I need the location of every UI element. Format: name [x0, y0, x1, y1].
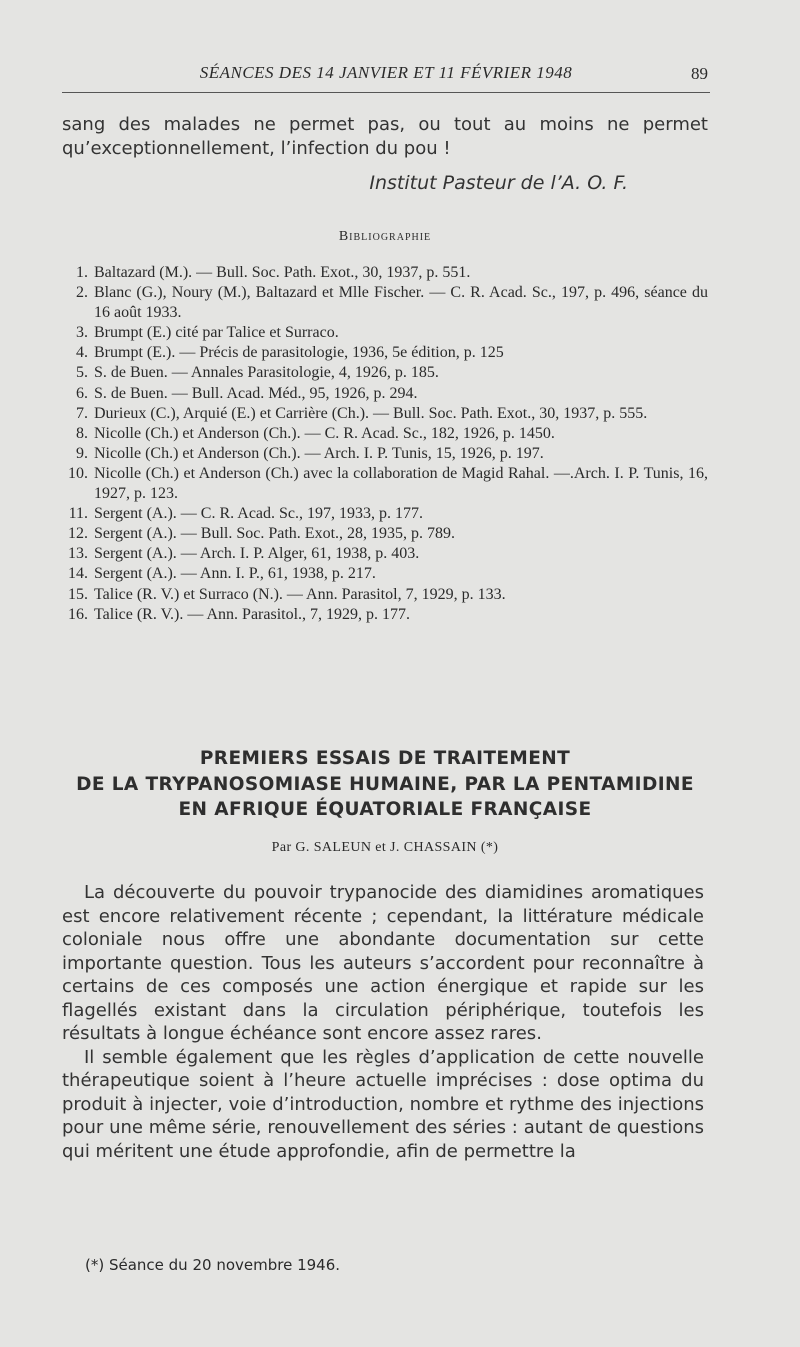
title-line: DE LA TRYPANOSOMIASE HUMAINE, PAR LA PENTAMIDINE: [76, 773, 694, 795]
bibliography-entry: [62, 404, 708, 424]
bibliography-entry: [62, 323, 708, 343]
entry-number: 7.: [76, 404, 88, 422]
entry-number: 14.: [68, 565, 88, 583]
entry-text: Sergent (A.). — Ann. I. P., 61, 1938, p. 217.: [94, 565, 376, 583]
entry-text: Durieux (C.), Arquié (E.) et Carrière (Ch.). — Bull. Soc. Path. Exot., 30, 1937, p. 555.: [94, 404, 648, 422]
entry-text: Sergent (A.). — Arch. I. P. Alger, 61, 1938, p. 403.: [94, 545, 420, 563]
bibliography-list: [62, 263, 708, 625]
body-paragraph: Il semble également que les règles d’application de cette nouvelle thérapeutique soient à l’heure actuelle imprécises : dose optima du produit à injecter, voie d’introduction, nombre et rythme des injections pour une même série, renouvellement des séries : autant de questions qui méritent une étude approfondie, afin de permettre la: [62, 1046, 704, 1162]
title-line: PREMIERS ESSAIS DE TRAITEMENT: [199, 748, 571, 769]
entry-text: Sergent (A.). — Bull. Soc. Path. Exot., 28, 1935, p. 789.: [94, 525, 456, 543]
entry-text: Brumpt (E.) cité par Talice et Surraco.: [94, 324, 339, 342]
entry-number: 13.: [68, 545, 88, 563]
entry-number: 12.: [68, 525, 88, 543]
bibliography-entry: [62, 585, 708, 605]
bibliography-entry: [62, 444, 708, 464]
bibliography-entry: [62, 464, 708, 504]
body-paragraph: La découverte du pouvoir trypanocide des diamidines aromatiques est encore relativement récente ; cependant, la littérature médicale coloniale nous offre une abondante documentation sur cette importante question. Tous les auteurs s’accordent pour reconnaître à certains de ces composés une action énergique et rapide sur les flagellés existant dans la circulation périphérique, toutefois les résultats à longue échéance sont encore assez rares.: [62, 882, 704, 1044]
bibliography-entry: [62, 564, 708, 584]
article-title: [62, 746, 708, 823]
entry-number: 1.: [76, 264, 88, 281]
article-body: [62, 881, 704, 1163]
bibliography-entry: [62, 424, 708, 444]
entry-text: Brumpt (E.). — Précis de parasitologie, 1936, 5e édition, p. 125: [94, 344, 504, 362]
bibliography-entry: [62, 263, 708, 283]
entry-number: 10.: [68, 464, 88, 482]
bibliography-entry: [62, 283, 708, 323]
entry-number: 9.: [76, 444, 88, 462]
entry-number: 8.: [76, 424, 88, 442]
entry-number: 11.: [68, 505, 88, 523]
header-rule: [62, 92, 710, 93]
bibliography-entry: [62, 343, 708, 363]
running-head: SÉANCES DES 14 JANVIER ET 11 FÉVRIER 1948: [199, 63, 573, 82]
bibliography-heading: Bibliographie: [338, 229, 432, 244]
entry-number: 4.: [76, 344, 88, 362]
entry-text: S. de Buen. — Bull. Acad. Méd., 95, 1926, p. 294.: [94, 384, 418, 402]
institution-signature: Institut Pasteur de l’A. O. F.: [369, 172, 628, 194]
bibliography-entry: [62, 544, 708, 564]
title-line: EN AFRIQUE ÉQUATORIALE FRANÇAISE: [178, 799, 592, 820]
entry-number: 15.: [68, 585, 88, 603]
entry-number: 2.: [76, 284, 88, 302]
bibliography-entry: [62, 524, 708, 544]
entry-text: Nicolle (Ch.) et Anderson (Ch.). — Arch. I. P. Tunis, 15, 1926, p. 197.: [94, 444, 544, 462]
bibliography-entry: [62, 384, 708, 404]
entry-text: Blanc (G.), Noury (M.), Baltazard et Mlle Fischer. — C. R. Acad. Sc., 197, p. 496, séance du 16 août 1933.: [94, 284, 708, 322]
entry-text: S. de Buen. — Annales Parasitologie, 4, 1926, p. 185.: [94, 364, 439, 382]
bibliography-entry: [62, 605, 708, 625]
entry-text: Nicolle (Ch.) et Anderson (Ch.) avec la collaboration de Magid Rahal. —.Arch. I. P. Tunis, 16, 1927, p. 123.: [94, 464, 708, 503]
entry-number: 16.: [68, 605, 88, 623]
bibliography-entry: [62, 504, 708, 524]
entry-text: Sergent (A.). — C. R. Acad. Sc., 197, 1933, p. 177.: [94, 505, 424, 523]
entry-text: Nicolle (Ch.) et Anderson (Ch.). — C. R. Acad. Sc., 182, 1926, p. 1450.: [94, 424, 555, 442]
entry-text: Talice (R. V.) et Surraco (N.). — Ann. Parasitol, 7, 1929, p. 133.: [94, 585, 506, 603]
byline: Par G. SALEUN et J. CHASSAIN (*): [271, 840, 499, 855]
entry-text: Talice (R. V.). — Ann. Parasitol., 7, 1929, p. 177.: [94, 605, 411, 623]
entry-number: 5.: [76, 364, 88, 382]
footnote: (*) Séance du 20 novembre 1946.: [85, 1256, 341, 1274]
intro-paragraph: sang des malades ne permet pas, ou tout au moins ne permet qu’exceptionnellement, l’infection du pou !: [62, 114, 708, 159]
bibliography-entry: [62, 363, 708, 383]
entry-number: 3.: [76, 324, 88, 342]
entry-number: 6.: [76, 384, 88, 402]
entry-text: Baltazard (M.). — Bull. Soc. Path. Exot., 30, 1937, p. 551.: [94, 264, 471, 281]
page-number: 89: [691, 64, 708, 83]
